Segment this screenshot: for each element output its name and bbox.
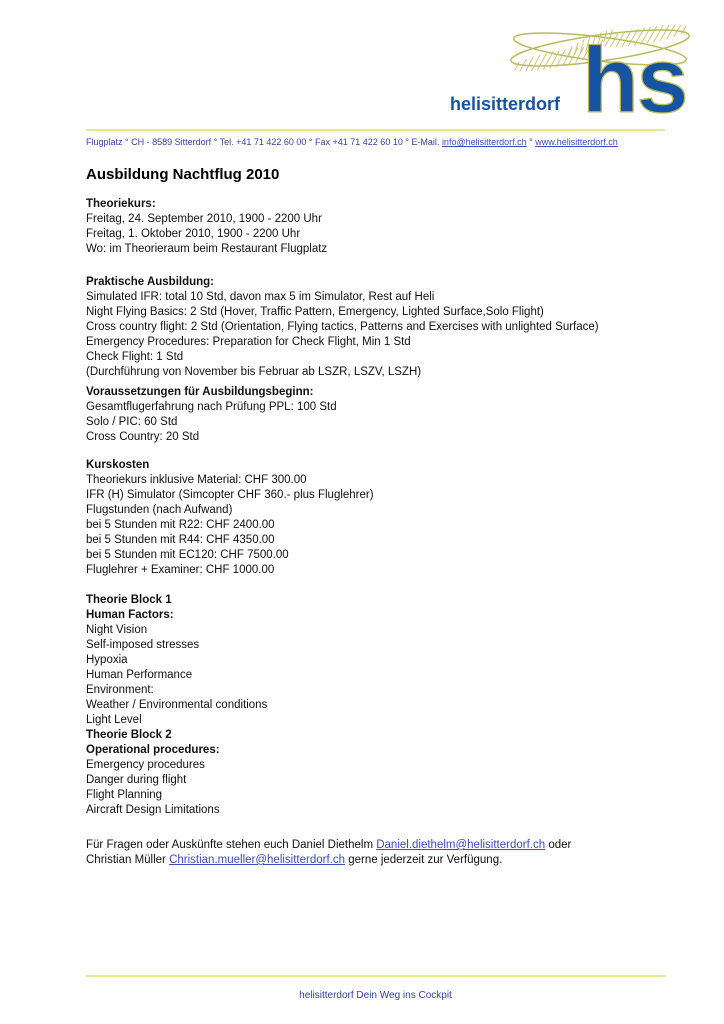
text-line: Human Performance: [86, 669, 193, 681]
text-line: Emergency Procedures: Preparation for Check Flight, Min 1 Std: [86, 336, 411, 348]
section-voraussetzungen: [86, 385, 337, 445]
text-line: Cross Country: 20 Std: [86, 431, 200, 443]
section-heading: Kurskosten: [86, 459, 150, 471]
text-line: Check Flight: 1 Std: [86, 351, 184, 363]
text-line: IFR (H) Simulator (Simcopter CHF 360.- plus Fluglehrer): [86, 489, 374, 501]
closing-line-1: [86, 838, 571, 853]
section-theoriekurs: [86, 197, 327, 257]
email-link-daniel[interactable]: Daniel.diethelm@helisitterdorf.ch: [376, 839, 546, 851]
email-link-christian[interactable]: Christian.mueller@helisitterdorf.ch: [169, 854, 346, 866]
closing-text: Für Fragen oder Auskünfte stehen euch Daniel Diethelm: [86, 839, 377, 851]
text-line: Weather / Environmental conditions: [86, 699, 268, 711]
text-line: Hypoxia: [86, 654, 128, 666]
section-heading: Voraussetzungen für Ausbildungsbeginn:: [86, 386, 314, 398]
logo-monogram: hs: [582, 28, 687, 128]
text-line: Cross country flight: 2 Std (Orientation, Flying tactics, Patterns and Exercises with unlighted Surface): [86, 321, 599, 333]
text-line: Self-imposed stresses: [86, 639, 200, 651]
section-heading: Human Factors:: [86, 609, 174, 621]
footer-divider: [86, 975, 665, 977]
section-heading: Praktische Ausbildung:: [86, 276, 215, 288]
company-logo: [440, 16, 712, 128]
text-line: Gesamtflugerfahrung nach Prüfung PPL: 100 Std: [86, 401, 337, 413]
text-line: Simulated IFR: total 10 Std, davon max 5 im Simulator, Rest auf Heli: [86, 291, 435, 303]
text-line: Flight Planning: [86, 789, 163, 801]
closing-text: oder: [545, 839, 572, 851]
closing-text: Christian Müller: [86, 854, 170, 866]
text-line: Wo: im Theorieraum beim Restaurant Flugplatz: [86, 243, 328, 255]
text-line: Danger during flight: [86, 774, 187, 786]
text-line: Night Flying Basics: 2 Std (Hover, Traffic Pattern, Emergency, Lighted Surface,Solo Flight): [86, 306, 544, 318]
text-line: Flugstunden (nach Aufwand): [86, 504, 233, 516]
section-kurskosten: [86, 458, 374, 578]
closing-paragraph: [86, 838, 571, 868]
text-line: Environment:: [86, 684, 154, 696]
text-line: Theoriekurs inklusive Material: CHF 300.00: [86, 474, 307, 486]
section-heading: Theoriekurs:: [86, 198, 156, 210]
section-heading: Operational procedures:: [86, 744, 220, 756]
contact-text: Flugplatz ° CH - 8589 Sitterdorf ° Tel. +41 71 422 60 00 ° Fax +41 71 422 60 10 ° E-Mail.: [86, 137, 442, 147]
contact-line: [86, 137, 618, 147]
header-divider: [86, 129, 665, 131]
section-praktische-ausbildung: [86, 275, 599, 380]
text-line: Emergency procedures: [86, 759, 205, 771]
text-line: Light Level: [86, 714, 142, 726]
contact-separator: °: [526, 137, 536, 147]
text-line: Night Vision: [86, 624, 148, 636]
closing-text: gerne jederzeit zur Verfügung.: [345, 854, 503, 866]
contact-web-link[interactable]: www.helisitterdorf.ch: [535, 137, 618, 147]
section-heading: Theorie Block 1: [86, 594, 172, 606]
logo-wordmark: helisitterdorf: [450, 94, 561, 114]
text-line: bei 5 Stunden mit R22: CHF 2400.00: [86, 519, 275, 531]
contact-email-link[interactable]: info@helisitterdorf.ch: [441, 137, 527, 147]
section-heading: Theorie Block 2: [86, 729, 172, 741]
text-line: bei 5 Stunden mit EC120: CHF 7500.00: [86, 549, 289, 561]
text-line: Freitag, 1. Oktober 2010, 1900 - 2200 Uhr: [86, 228, 301, 240]
closing-line-2: [86, 853, 571, 868]
page-title: Ausbildung Nachtflug 2010: [86, 166, 280, 183]
text-line: Solo / PIC: 60 Std: [86, 416, 178, 428]
footer-tagline: helisitterdorf Dein Weg ins Cockpit: [299, 990, 452, 1001]
text-line: Fluglehrer + Examiner: CHF 1000.00: [86, 564, 275, 576]
text-line: Freitag, 24. September 2010, 1900 - 2200 Uhr: [86, 213, 322, 225]
text-line: Aircraft Design Limitations: [86, 804, 220, 816]
text-line: bei 5 Stunden mit R44: CHF 4350.00: [86, 534, 275, 546]
text-line: (Durchführung von November bis Februar ab LSZR, LSZV, LSZH): [86, 366, 422, 378]
section-theorie-bloecke: [86, 593, 267, 818]
